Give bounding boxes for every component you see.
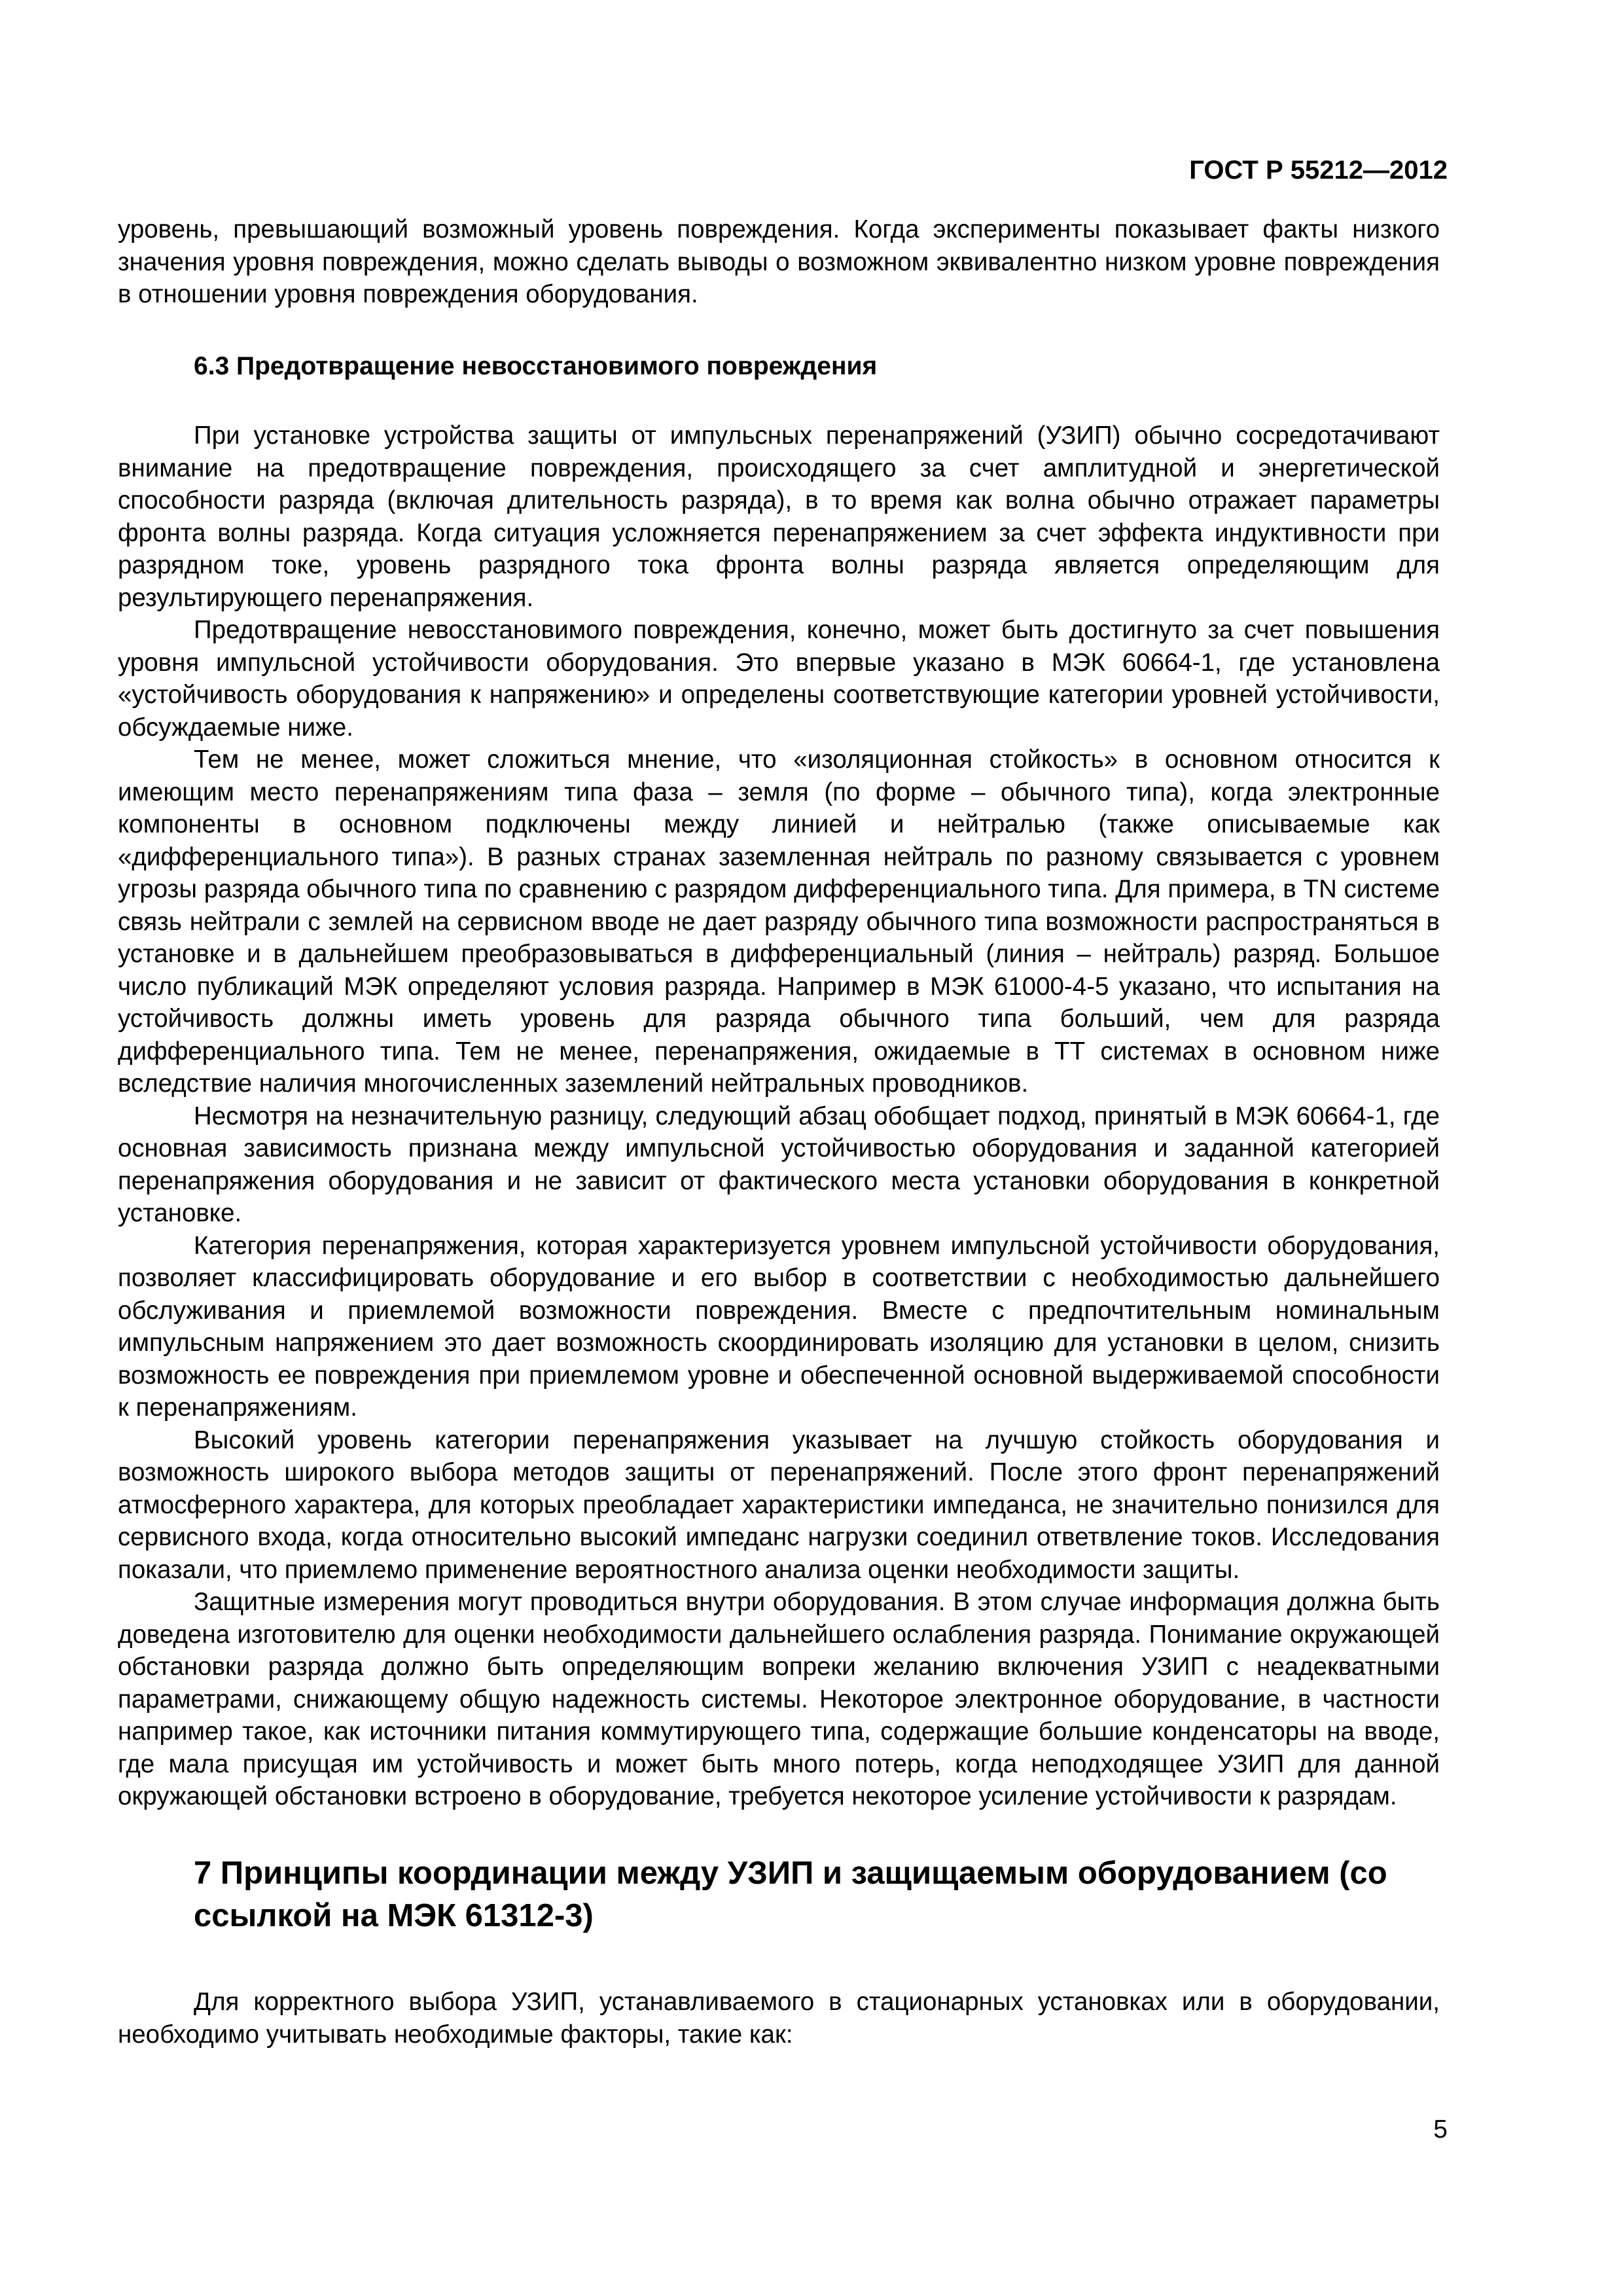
section-6-3-paragraph: При установке устройства защиты от импульсных перенапряжений (УЗИП) обычно сосредотачивают внимание на предотвращение повреждения, происходящего за счет амплитудной и энергетической способности разряда (включая длительность разряда), в то время как волна обычно отражает параметры фронта волны разряда. Когда ситуация усложняется перенапряжением за счет эффекта индуктивности при разрядном токе, уровень разрядного тока фронта волны разряда является определяющим для результирующего перенапряжения. bbox=[118, 422, 1440, 612]
section-7-paragraph: Для корректного выбора УЗИП, устанавливаемого в стационарных установках или в оборудовании, необходимо учитывать необходимые факторы, такие как: bbox=[118, 1988, 1440, 2049]
section-6-3-paragraph: Категория перенапряжения, которая характеризуется уровнем импульсной устойчивости оборудования, позволяет классифицировать оборудование и его выбор в соответствии с необходимостью дальнейшего обслуживания и приемлемой возможности повреждения. Вместе с предпочтительным номинальным импульсным напряжением это дает возможность скоординировать изоляцию для установки в целом, снизить возможность ее повреждения при приемлемом уровне и обеспеченной основной выдерживаемой способности к перенапряжениям. bbox=[118, 1231, 1440, 1422]
section-6-3-paragraph: Защитные измерения могут проводиться внутри оборудования. В этом случае информация должна быть доведена изготовителю для оценки необходимости дальнейшего ослабления разряда. Понимание окружающей обстановки разряда должно быть определяющим вопреки желанию включения УЗИП с неадекватными параметрами, снижающему общую надежность системы. Некоторое электронное оборудование, в частности например такое, как источники питания коммутирующего типа, содержащие большие конденсаторы на вводе, где мала присущая им устойчивость и может быть много потерь, когда неподходящее УЗИП для данной окружающей обстановки встроено в оборудование, требуется некоторое усиление устойчивости к разрядам. bbox=[118, 1588, 1440, 1811]
section-6-3-paragraph: Тем не менее, может сложиться мнение, что «изоляционная стойкость» в основном относится к имеющим место перенапряжениям типа фаза – земля (по форме – обычного типа), когда электронные компоненты в основном подключены между линией и нейтралью (также описываемые как «дифференциального типа»). В разных странах заземленная нейтраль по разному связывается с уровнем угрозы разряда обычного типа по сравнению с разрядом дифференциального типа. Для примера, в TN системе связь нейтрали с землей на сервисном вводе не дает разряду обычного типа возможности распространяться в установке и в дальнейшем преобразовываться в дифференциальный (линия – нейтраль) разряд. Большое число публикаций МЭК определяют условия разряда. Например в МЭК 61000-4-5 указано, что испытания на устойчивость должны иметь уровень для разряда обычного типа больший, чем для разряда дифференциального типа. Тем не менее, перенапряжения, ожидаемые в ТТ системах в основном ниже вследствие наличия многочисленных заземлений нейтральных проводников. bbox=[118, 745, 1440, 1098]
section-7-heading: 7 Принципы координации между УЗИП и защищаемым оборудованием (со ссылкой на МЭК 61312-3) bbox=[194, 1855, 1387, 1933]
page-number: 5 bbox=[1433, 2115, 1448, 2144]
page-content bbox=[118, 213, 1440, 2051]
section-6-3-paragraph: Высокий уровень категории перенапряжения указывает на лучшую стойкость оборудования и возможность широкого выбора методов защиты от перенапряжений. После этого фронт перенапряжений атмосферного характера, для которых преобладает характеристики импеданса, не значительно понизился для сервисного входа, когда относительно высокий импеданс нагрузки соединил ответвление токов. Исследования показали, что приемлемо применение вероятностного анализа оценки необходимости защиты. bbox=[118, 1426, 1440, 1584]
section-6-3-paragraph: Несмотря на незначительную разницу, следующий абзац обобщает подход, принятый в МЭК 60664-1, где основная зависимость признана между импульсной устойчивостью оборудования и заданной категорией перенапряжения оборудования и не зависит от фактического места установки оборудования в конкретной установке. bbox=[118, 1102, 1440, 1228]
document-code-header: ГОСТ Р 55212—2012 bbox=[1189, 156, 1448, 185]
section-6-3-heading: 6.3 Предотвращение невосстановимого повреждения bbox=[194, 351, 878, 380]
intro-paragraph: уровень, превышающий возможный уровень повреждения. Когда эксперименты показывает факты низкого значения уровня повреждения, можно сделать выводы о возможном эквивалентно низком уровне повреждения в отношении уровня повреждения оборудования. bbox=[118, 215, 1440, 308]
section-6-3-paragraph: Предотвращение невосстановимого повреждения, конечно, может быть достигнуто за счет повышения уровня импульсной устойчивости оборудования. Это впервые указано в МЭК 60664-1, где установлена «устойчивость оборудования к напряжению» и определены соответствующие категории уровней устойчивости, обсуждаемые ниже. bbox=[118, 616, 1440, 742]
